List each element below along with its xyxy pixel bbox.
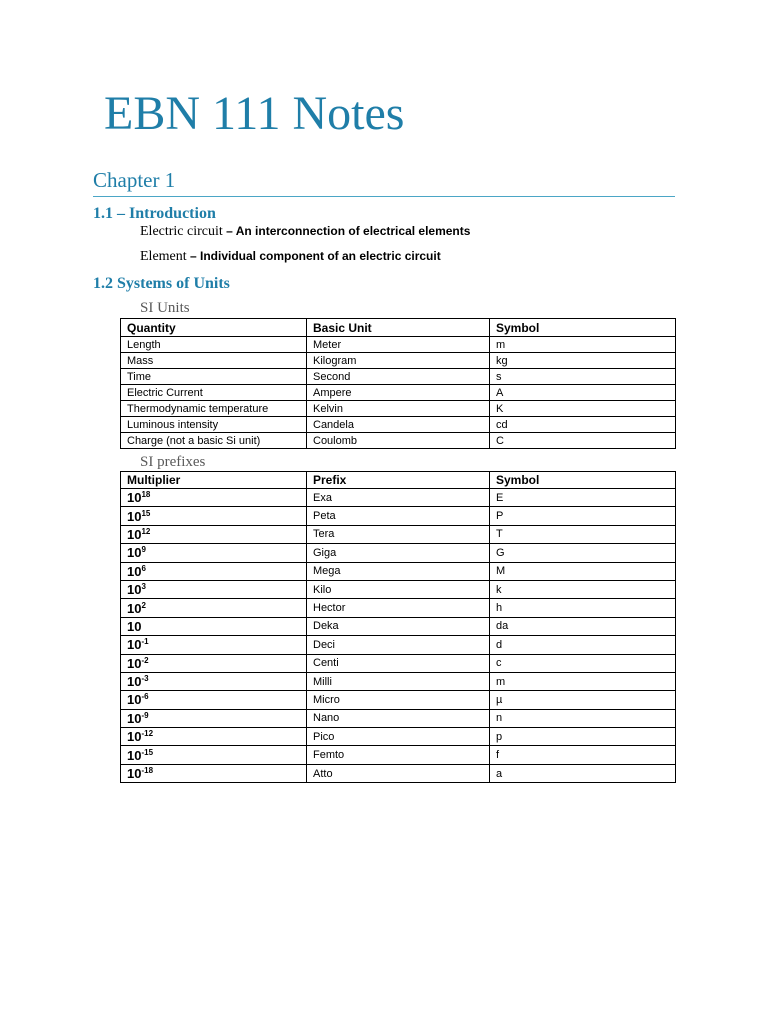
prefix-cell: Mega	[307, 562, 490, 580]
table-row	[121, 580, 676, 598]
multiplier-exponent: 9	[141, 545, 146, 555]
definition-text: An interconnection of electrical elements	[235, 224, 471, 238]
multiplier-exponent: -2	[141, 655, 149, 665]
symbol-cell: k	[490, 580, 676, 598]
multiplier-cell	[121, 672, 307, 690]
table-row	[121, 525, 676, 543]
prefix-cell: Pico	[307, 728, 490, 746]
table-row	[121, 636, 676, 654]
multiplier-cell	[121, 544, 307, 562]
multiplier-base: 10	[127, 729, 142, 745]
multiplier-cell	[121, 525, 307, 543]
prefix-cell: Atto	[307, 764, 490, 782]
prefix-cell: Femto	[307, 746, 490, 764]
table-cell: Second	[307, 369, 490, 385]
column-header: Multiplier	[121, 472, 307, 489]
table-row	[121, 691, 676, 709]
table-cell: Meter	[307, 337, 490, 353]
multiplier-cell	[121, 617, 307, 635]
multiplier-exponent: 6	[141, 563, 146, 573]
multiplier-base: 10	[127, 490, 142, 506]
prefix-cell: Kilo	[307, 580, 490, 598]
section-heading-systems-of-units: 1.2 Systems of Units	[93, 275, 230, 292]
symbol-cell: da	[490, 617, 676, 635]
table-row	[121, 764, 676, 782]
table-cell: Coulomb	[307, 433, 490, 449]
symbol-cell: G	[490, 544, 676, 562]
definition-text: Individual component of an electric circuit	[200, 249, 441, 263]
multiplier-base: 10	[127, 582, 142, 598]
symbol-cell: E	[490, 489, 676, 507]
column-header: Quantity	[121, 319, 307, 337]
prefix-cell: Giga	[307, 544, 490, 562]
table-cell: Luminous intensity	[121, 417, 307, 433]
definition-separator: –	[222, 224, 236, 238]
multiplier-cell	[121, 728, 307, 746]
multiplier-cell	[121, 562, 307, 580]
table-cell: Electric Current	[121, 385, 307, 401]
table-cell: m	[490, 337, 676, 353]
multiplier-exponent: 12	[141, 526, 151, 536]
multiplier-cell	[121, 654, 307, 672]
table-row	[121, 709, 676, 727]
si-units-label: SI Units	[140, 300, 190, 316]
table-row	[121, 672, 676, 690]
section-heading-introduction: 1.1 – Introduction	[93, 205, 216, 222]
multiplier-exponent: -12	[141, 729, 154, 739]
multiplier-cell	[121, 746, 307, 764]
table-cell: cd	[490, 417, 676, 433]
table-row	[121, 353, 676, 369]
multiplier-exponent: 15	[141, 508, 151, 518]
column-header: Prefix	[307, 472, 490, 489]
prefix-cell: Peta	[307, 507, 490, 525]
table-cell: Thermodynamic temperature	[121, 401, 307, 417]
prefix-cell: Milli	[307, 672, 490, 690]
definition-term: Electric circuit	[140, 224, 223, 239]
prefix-cell: Deci	[307, 636, 490, 654]
si-prefixes-table	[120, 471, 676, 783]
multiplier-base: 10	[127, 618, 142, 634]
table-cell: C	[490, 433, 676, 449]
column-header: Symbol	[490, 472, 676, 489]
multiplier-base: 10	[127, 674, 142, 690]
symbol-cell: f	[490, 746, 676, 764]
table-header-row	[121, 319, 676, 337]
prefix-cell: Exa	[307, 489, 490, 507]
multiplier-cell	[121, 764, 307, 782]
multiplier-exponent: 3	[141, 582, 146, 592]
si-prefixes-label: SI prefixes	[140, 454, 206, 470]
table-row	[121, 433, 676, 449]
symbol-cell: M	[490, 562, 676, 580]
chapter-heading: Chapter 1	[93, 168, 675, 197]
symbol-cell: T	[490, 525, 676, 543]
table-row	[121, 746, 676, 764]
si-units-table	[120, 318, 676, 449]
multiplier-exponent: -3	[141, 674, 149, 684]
multiplier-base: 10	[127, 710, 142, 726]
document-title: EBN 111 Notes	[104, 87, 405, 140]
prefix-cell: Nano	[307, 709, 490, 727]
prefix-cell: Micro	[307, 691, 490, 709]
table-row	[121, 385, 676, 401]
multiplier-base: 10	[127, 655, 142, 671]
table-row	[121, 401, 676, 417]
multiplier-base: 10	[127, 600, 142, 616]
table-cell: Ampere	[307, 385, 490, 401]
table-cell: kg	[490, 353, 676, 369]
multiplier-base: 10	[127, 563, 142, 579]
column-header: Symbol	[490, 319, 676, 337]
multiplier-exponent: -9	[141, 710, 149, 720]
definition-electric-circuit	[140, 224, 470, 240]
table-row	[121, 369, 676, 385]
table-cell: A	[490, 385, 676, 401]
table-header-row	[121, 472, 676, 489]
symbol-cell: µ	[490, 691, 676, 709]
multiplier-base: 10	[127, 508, 142, 524]
table-row	[121, 544, 676, 562]
multiplier-exponent: 2	[141, 600, 146, 610]
table-cell: s	[490, 369, 676, 385]
definition-separator: –	[186, 249, 200, 263]
definition-term: Element	[140, 249, 187, 264]
table-cell: Kilogram	[307, 353, 490, 369]
table-cell: K	[490, 401, 676, 417]
multiplier-base: 10	[127, 637, 142, 653]
prefix-cell: Centi	[307, 654, 490, 672]
symbol-cell: c	[490, 654, 676, 672]
table-row	[121, 337, 676, 353]
symbol-cell: a	[490, 764, 676, 782]
symbol-cell: P	[490, 507, 676, 525]
table-row	[121, 507, 676, 525]
multiplier-exponent: -1	[141, 637, 149, 647]
multiplier-cell	[121, 599, 307, 617]
table-row	[121, 654, 676, 672]
table-row	[121, 617, 676, 635]
table-cell: Mass	[121, 353, 307, 369]
definition-element	[140, 249, 441, 265]
multiplier-cell	[121, 580, 307, 598]
symbol-cell: m	[490, 672, 676, 690]
multiplier-exponent: 18	[141, 490, 151, 500]
multiplier-base: 10	[127, 545, 142, 561]
symbol-cell: h	[490, 599, 676, 617]
multiplier-cell	[121, 489, 307, 507]
symbol-cell: d	[490, 636, 676, 654]
table-cell: Length	[121, 337, 307, 353]
symbol-cell: n	[490, 709, 676, 727]
multiplier-exponent: -18	[141, 766, 154, 776]
table-cell: Kelvin	[307, 401, 490, 417]
table-row	[121, 417, 676, 433]
prefix-cell: Deka	[307, 617, 490, 635]
multiplier-base: 10	[127, 526, 142, 542]
multiplier-cell	[121, 691, 307, 709]
table-row	[121, 599, 676, 617]
multiplier-exponent: -15	[141, 747, 154, 757]
multiplier-base: 10	[127, 747, 142, 763]
table-row	[121, 728, 676, 746]
multiplier-cell	[121, 507, 307, 525]
table-row	[121, 562, 676, 580]
multiplier-base: 10	[127, 766, 142, 782]
multiplier-exponent: -6	[141, 692, 149, 702]
table-cell: Candela	[307, 417, 490, 433]
column-header: Basic Unit	[307, 319, 490, 337]
table-cell: Time	[121, 369, 307, 385]
table-cell: Charge (not a basic Si unit)	[121, 433, 307, 449]
multiplier-base: 10	[127, 692, 142, 708]
symbol-cell: p	[490, 728, 676, 746]
prefix-cell: Hector	[307, 599, 490, 617]
multiplier-cell	[121, 636, 307, 654]
table-row	[121, 489, 676, 507]
prefix-cell: Tera	[307, 525, 490, 543]
multiplier-cell	[121, 709, 307, 727]
